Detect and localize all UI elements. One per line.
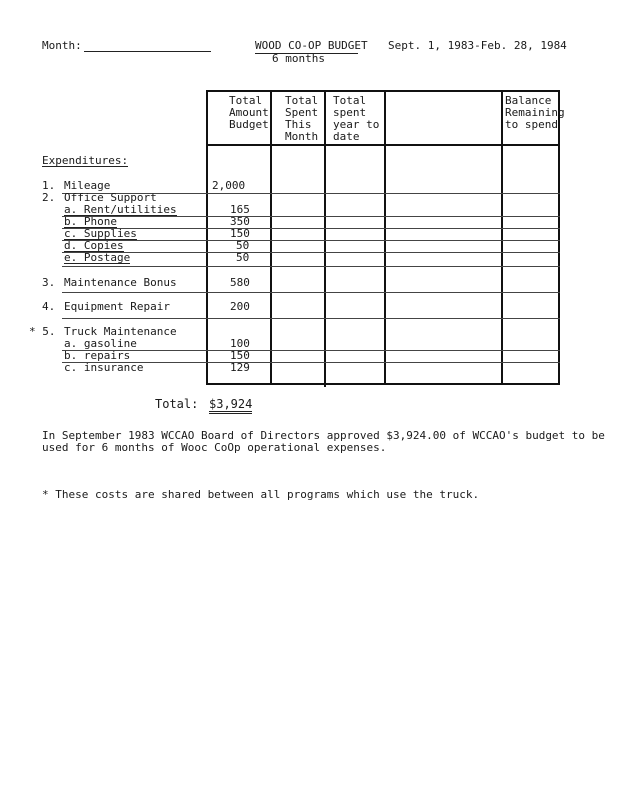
- row-number: * 5.: [29, 325, 56, 338]
- col-divider-4: [384, 90, 386, 385]
- row-label: Mileage: [64, 179, 111, 192]
- row-label: a. gasoline: [64, 337, 137, 350]
- row-number: 3.: [42, 276, 56, 289]
- month-blank-line: [84, 51, 211, 52]
- row-amount: 129: [230, 361, 250, 374]
- col-header-balance: Balance Remaining to spend: [505, 94, 565, 131]
- col-divider-1: [206, 90, 208, 385]
- col-header-budget: Total Amount Budget: [229, 94, 269, 131]
- col-header-this-month: Total Spent This Month: [285, 94, 319, 143]
- row-label: c. Supplies: [64, 227, 137, 240]
- row-label: d. Copies: [64, 239, 124, 252]
- row-separator: [62, 216, 560, 217]
- row-label: b. repairs: [64, 349, 131, 362]
- row-label: a. Rent/utilities: [64, 203, 177, 216]
- month-label: Month:: [42, 39, 82, 52]
- col-header-year-to-date: Total spent year to date: [333, 94, 380, 143]
- header-bottom-border: [206, 144, 560, 146]
- row-amount: 200: [230, 300, 250, 313]
- row-amount: 100: [230, 337, 250, 350]
- row-number: 4.: [42, 300, 56, 313]
- col-divider-3: [324, 90, 326, 387]
- row-separator: [62, 318, 560, 319]
- row-separator: [62, 266, 560, 267]
- col-divider-6: [558, 90, 560, 385]
- row-label: c. insurance: [64, 361, 144, 374]
- date-range: Sept. 1, 1983-Feb. 28, 1984: [388, 39, 567, 52]
- col-divider-2: [270, 90, 272, 385]
- row-separator: [62, 240, 560, 241]
- row-amount: 150: [230, 227, 250, 240]
- row-amount: 580: [230, 276, 250, 289]
- row-amount: 150: [230, 349, 250, 362]
- budget-subtitle: 6 months: [272, 52, 325, 65]
- table-bottom-border: [206, 383, 560, 385]
- col-divider-5: [501, 90, 503, 385]
- table-top-border: [206, 90, 560, 92]
- row-label: e. Postage: [64, 251, 131, 264]
- row-separator: [62, 350, 560, 351]
- row-separator: [62, 292, 560, 293]
- footnote: * These costs are shared between all programs which use the truck.: [42, 488, 480, 501]
- total-amount: $3,924: [209, 398, 252, 414]
- row-separator: [62, 252, 560, 253]
- row-amount: 50: [236, 251, 250, 264]
- row-amount: 350: [230, 215, 250, 228]
- row-amount: 50: [236, 239, 250, 252]
- row-amount: 165: [230, 203, 250, 216]
- row-number: 2.: [42, 191, 56, 204]
- row-label: Maintenance Bonus: [64, 276, 177, 289]
- approval-paragraph-line-2: used for 6 months of Wooc CoOp operational expenses.: [42, 441, 387, 454]
- row-label: Equipment Repair: [64, 300, 170, 313]
- row-label: Truck Maintenance: [64, 325, 177, 338]
- budget-title: WOOD CO-OP BUDGET: [255, 39, 368, 52]
- total-label: Total:: [155, 397, 199, 411]
- row-label: Office Support: [64, 191, 157, 204]
- section-label-expenditures: Expenditures:: [42, 154, 129, 167]
- row-amount: 2,000: [212, 179, 246, 192]
- row-label: b. Phone: [64, 215, 117, 228]
- approval-paragraph-line-1: In September 1983 WCCAO Board of Directors approved $3,924.00 of WCCAO's budget to be: [42, 429, 605, 442]
- row-number: 1.: [42, 179, 56, 192]
